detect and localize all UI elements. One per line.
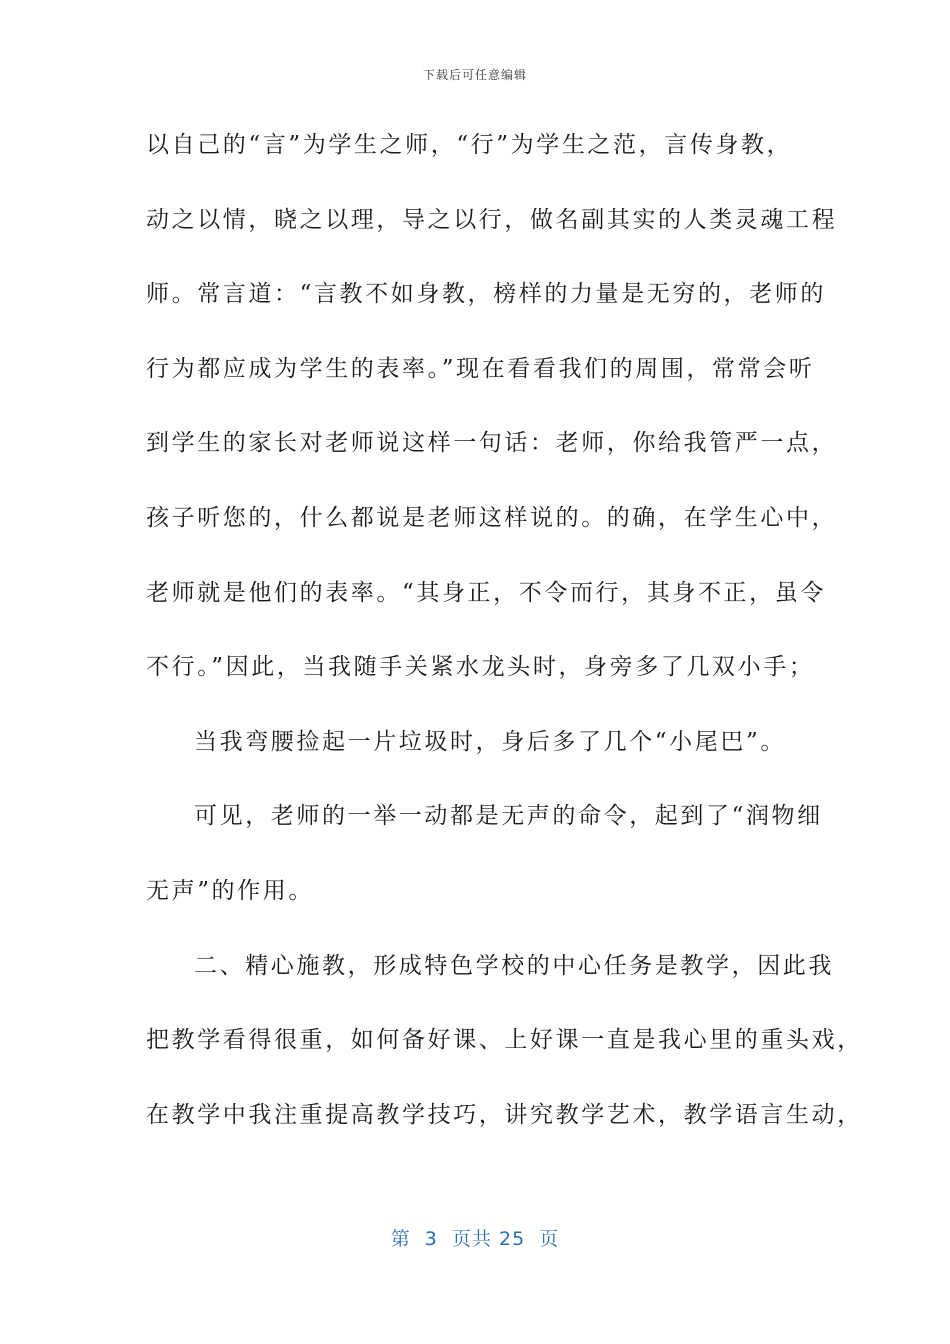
text-line: 动之以情，晓之以理，导之以行，做名副其实的人类灵魂工程 <box>146 206 838 233</box>
text-line: 师。常言道：“言教不如身教，榜样的力量是无穷的，老师的 <box>146 281 826 308</box>
text-line: 行为都应成为学生的表率。”现在看看我们的周围，常常会听 <box>146 355 815 382</box>
text-line: 不行。”因此，当我随手关紧水龙头时，身旁多了几双小手； <box>146 654 815 681</box>
text-line: 二、精心施教，形成特色学校的中心任务是教学，因此我 <box>194 952 834 979</box>
text-line: 老师就是他们的表率。“其身正，不令而行，其身不正，虽令 <box>146 579 826 606</box>
page-header-note: 下载后可任意编辑 <box>422 68 527 82</box>
text-line: 以自己的“言”为学生之师，“行”为学生之范，言传身教， <box>146 132 793 158</box>
text-line: 把教学看得很重，如何备好课、上好课一直是我心里的重头戏， <box>146 1027 863 1054</box>
text-line: 可见，老师的一举一动都是无声的命令，起到了“润物细 <box>194 803 823 830</box>
document-body <box>146 122 863 1166</box>
text-line: 孩子听您的，什么都说是老师这样说的。的确，在学生心中， <box>146 504 838 531</box>
page-number-footer: 第 3 页共 25 页 <box>390 1228 560 1250</box>
text-line: 到学生的家长对老师说这样一句话：老师，你给我管严一点， <box>146 430 838 457</box>
text-line: 在教学中我注重提高教学技巧，讲究教学艺术，教学语言生动， <box>146 1101 863 1128</box>
text-line: 当我弯腰捡起一片垃圾时，身后多了几个“小尾巴”。 <box>194 728 786 755</box>
text-line: 无声”的作用。 <box>146 877 314 904</box>
